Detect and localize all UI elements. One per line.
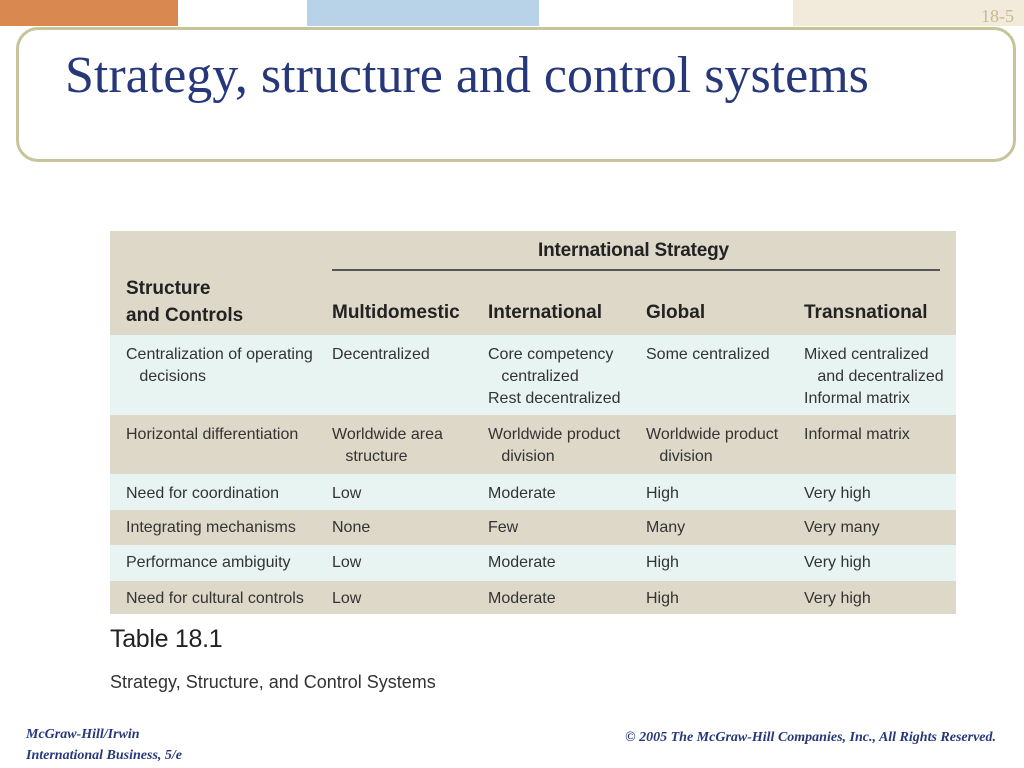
table-cell: Some centralized: [646, 346, 770, 363]
row-header-line1: Structure: [126, 278, 211, 299]
table-caption-text: Strategy, Structure, and Control Systems: [110, 672, 436, 692]
table-cell: Centralization of operating decisions: [126, 346, 313, 385]
table-row: [110, 415, 956, 474]
table-cell: Moderate: [488, 485, 556, 502]
table-cell: Many: [646, 519, 686, 536]
table-cell: Worldwide product division: [646, 426, 779, 465]
table-cell: Mixed centralized and decentralized Informal matrix: [804, 346, 944, 407]
table-row: [110, 581, 956, 614]
table-cell: Few: [488, 519, 519, 536]
table-cell: Integrating mechanisms: [126, 519, 296, 536]
table-cell: Need for coordination: [126, 485, 279, 502]
table-cell: High: [646, 590, 679, 607]
table-cell: Informal matrix: [804, 426, 910, 443]
table-cell: Core competency centralized Rest decentralized: [488, 346, 621, 407]
table-cell: Moderate: [488, 590, 556, 607]
table-row: [110, 335, 956, 415]
table-cell: Need for cultural controls: [126, 590, 304, 607]
table-cell: Low: [332, 485, 362, 502]
table-cell: Low: [332, 590, 362, 607]
column-header-international: International: [488, 302, 603, 323]
footer-copyright: © 2005 The McGraw-Hill Companies, Inc., All Rights Reserved.: [625, 730, 996, 745]
table-cell: High: [646, 485, 679, 502]
table-cell: Very high: [804, 590, 871, 607]
top-strip-orange: [0, 0, 178, 26]
group-header-rule: [332, 269, 940, 271]
table-cell: Performance ambiguity: [126, 554, 291, 571]
table-cell: Worldwide product division: [488, 426, 621, 465]
column-header-transnational: Transnational: [804, 302, 928, 323]
column-header-multidomestic: Multidomestic: [332, 302, 460, 323]
group-header: International Strategy: [538, 240, 729, 261]
title-box: [16, 27, 1016, 162]
table-cell: Very high: [804, 485, 871, 502]
table-cell: Low: [332, 554, 362, 571]
table-cell: None: [332, 519, 371, 536]
row-header: [126, 275, 316, 329]
table-caption-label: Table 18.1: [110, 625, 223, 653]
table-cell: Horizontal differentiation: [126, 426, 299, 443]
footer-book: International Business, 5/e: [26, 748, 182, 763]
table-cell: Moderate: [488, 554, 556, 571]
table-cell: Very many: [804, 519, 880, 536]
table-cell: Decentralized: [332, 346, 430, 363]
table-cell: Very high: [804, 554, 871, 571]
table-header: [110, 231, 956, 335]
top-strip-blue: [307, 0, 539, 26]
slide-title: Strategy, structure and control systems: [65, 47, 869, 104]
footer-left: [26, 724, 182, 766]
table-cell: High: [646, 554, 679, 571]
table-row: [110, 510, 956, 545]
table-row: [110, 474, 956, 510]
row-header-line2: and Controls: [126, 305, 244, 326]
slide-number: 18-5: [981, 6, 1014, 26]
table-cell: Worldwide area structure: [332, 426, 443, 465]
footer-publisher: McGraw-Hill/Irwin: [26, 727, 140, 742]
column-header-global: Global: [646, 302, 706, 323]
strategy-table: [110, 231, 956, 614]
table-row: [110, 545, 956, 581]
